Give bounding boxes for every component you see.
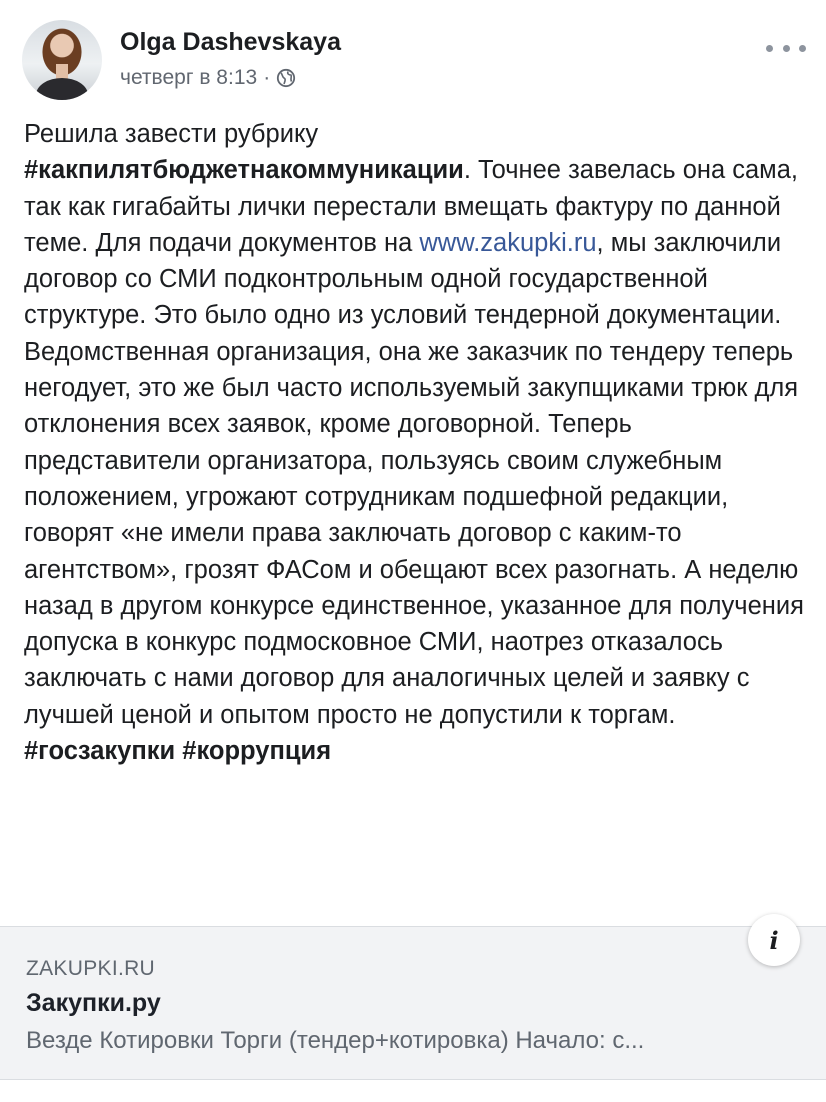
more-dot xyxy=(766,45,773,52)
author-name[interactable]: Olga Dashevskaya xyxy=(120,28,341,56)
zakupki-link[interactable]: www.zakupki.ru xyxy=(419,228,597,257)
globe-icon[interactable] xyxy=(276,68,296,88)
post-meta xyxy=(120,66,296,90)
post-timestamp[interactable]: четверг в 8:13 xyxy=(120,66,258,89)
post-text-intro: Решила завести рубрику xyxy=(24,120,319,148)
author-avatar[interactable] xyxy=(22,20,102,100)
meta-separator: · xyxy=(263,66,271,89)
more-dot xyxy=(783,45,790,52)
post-header xyxy=(22,20,812,104)
hashtag-goszakupki-link[interactable]: #госзакупки xyxy=(24,737,176,766)
post-text-part2: , мы заключили договор со СМИ подконтрольным одной государственной структуре. Это было одно из условий тендерной документации. Ведомственная организация, она же заказчик по тендеру теперь негодует, это же был часто используемый закупщиками трюк для отклонения всех заявок, кроме договорной. Теперь представители организатора, пользуясь своим служебным положением, угрожают сотрудникам подшефной редакции, говорят «не имели права заключать договор с каким-то агентством», грозят ФАСом и обещают всех разогнать. А неделю назад в другом конкурсе единственное, указанное для получения допуска в конкурс подмосковное СМИ, наотрез отказалось заключать с нами договор для аналогичных целей и заявку с лучшей ценой и опытом просто не допустили к торгам. xyxy=(24,228,804,729)
avatar-shoulders xyxy=(36,78,88,100)
preview-domain: ZAKUPKI.RU xyxy=(26,957,156,980)
hashtag-korruptsiya-link[interactable]: #коррупция xyxy=(182,737,332,766)
more-options-icon[interactable] xyxy=(766,36,806,60)
info-icon[interactable]: i xyxy=(748,914,800,966)
preview-title: Закупки.ру xyxy=(26,989,161,1017)
more-dot xyxy=(799,45,806,52)
hashtag-series-link[interactable]: #какпилятбюджетнакоммуникации xyxy=(24,156,464,185)
link-preview-card[interactable] xyxy=(0,926,826,1080)
preview-description: Везде Котировки Торги (тендер+котировка) Начало: с... xyxy=(26,1027,645,1054)
post-text-part1: . Точнее завелась она сама, так как гигабайты лички перестали вмещать фактуру по данной теме. Для подачи документов на xyxy=(24,156,798,257)
post-body xyxy=(24,116,804,769)
